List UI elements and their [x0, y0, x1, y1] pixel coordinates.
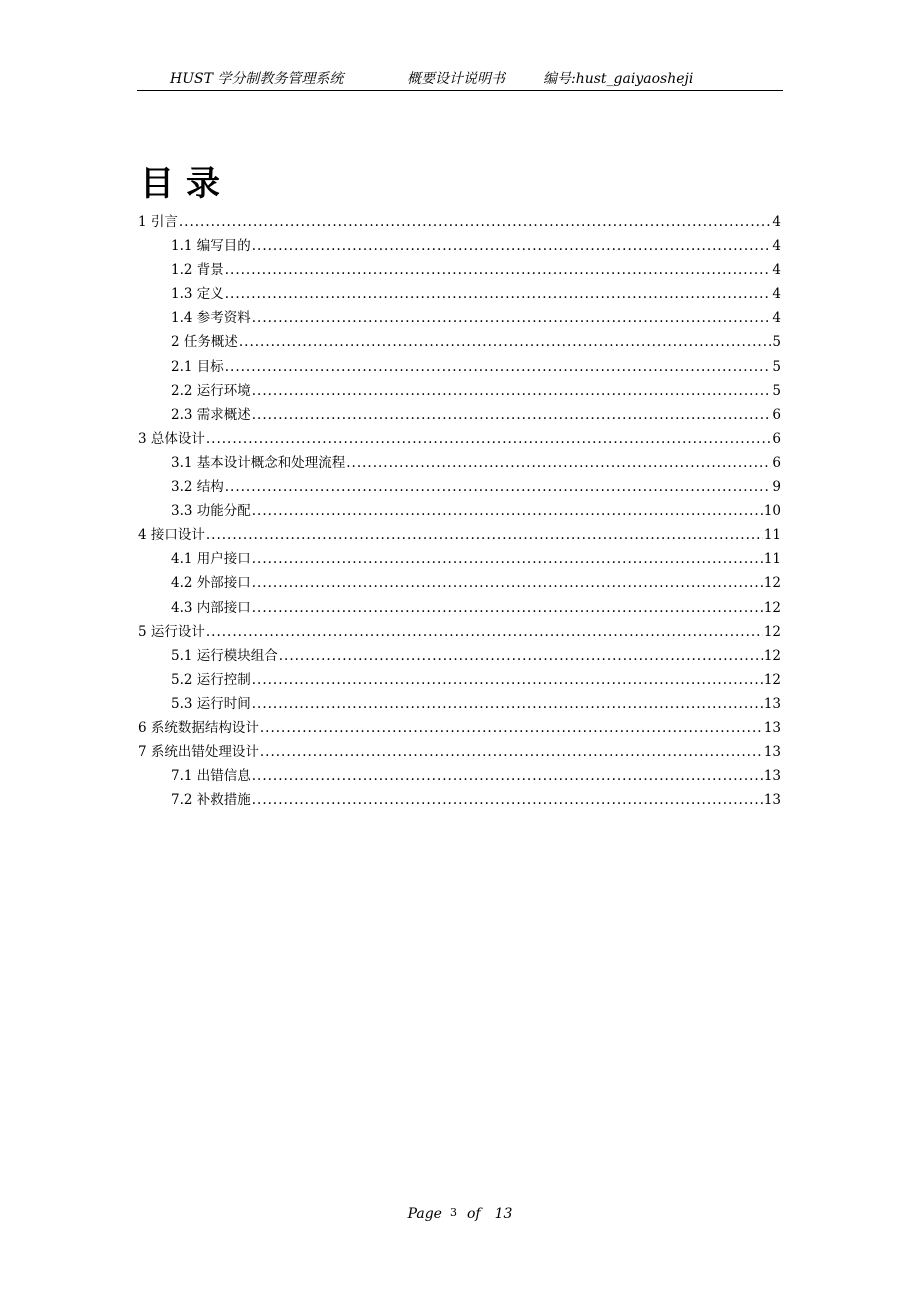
toc-entry[interactable] [138, 427, 781, 451]
toc-entry-page: 13 [763, 744, 781, 761]
toc-dot-leader [252, 575, 763, 591]
toc-dot-leader [206, 431, 772, 447]
toc-dot-leader [225, 479, 772, 495]
toc-entry-page: 13 [763, 695, 781, 712]
toc-entry-label: 1 引言 [138, 214, 178, 230]
footer-of-word: of [466, 1206, 481, 1222]
toc-entry[interactable] [138, 234, 781, 258]
toc-entry-page: 11 [763, 551, 781, 568]
toc-entry-label: 4.1 用户接口 [171, 551, 251, 568]
toc-entry-label: 7.1 出错信息 [171, 768, 251, 785]
toc-dot-leader [260, 744, 763, 760]
toc-dot-leader [252, 407, 772, 423]
toc-entry[interactable] [138, 596, 781, 620]
toc-dot-leader [179, 214, 772, 230]
toc-entry-page: 6 [772, 454, 781, 471]
toc-entry-label: 5.2 运行控制 [171, 671, 251, 688]
toc-dot-leader [206, 624, 763, 640]
toc-entry[interactable] [138, 282, 781, 306]
toc-entry[interactable] [138, 258, 781, 282]
toc-title: 目录 [140, 164, 232, 204]
toc-dot-leader [239, 334, 772, 350]
toc-entry-page: 4 [772, 214, 781, 230]
toc-dot-leader [252, 551, 763, 567]
page-footer [0, 1206, 920, 1222]
toc-entry-label: 1.4 参考资料 [171, 310, 251, 327]
toc-dot-leader [252, 768, 763, 784]
header-document-code: 编号:hust_gaiyaosheji [543, 71, 694, 87]
toc-dot-leader [225, 286, 772, 302]
toc-entry-page: 4 [772, 262, 781, 279]
toc-entry-label: 2 任务概述 [171, 334, 238, 351]
toc-dot-leader [260, 720, 763, 736]
toc-entry-page: 13 [763, 719, 781, 736]
table-of-contents [138, 210, 781, 812]
toc-entry-page: 13 [763, 792, 781, 809]
toc-entry-label: 7 系统出错处理设计 [138, 744, 259, 761]
header-system-name: HUST 学分制教务管理系统 [170, 71, 344, 87]
toc-entry[interactable] [138, 355, 781, 379]
toc-entry-page: 6 [772, 430, 781, 447]
footer-total-pages: 13 [494, 1206, 513, 1222]
toc-dot-leader [252, 600, 763, 616]
toc-dot-leader [252, 672, 763, 688]
toc-entry-label: 5.1 运行模块组合 [171, 647, 278, 664]
footer-page-word: Page [407, 1206, 442, 1222]
toc-entry-label: 4.3 内部接口 [171, 599, 251, 616]
toc-entry[interactable] [138, 644, 781, 668]
toc-dot-leader [252, 792, 763, 808]
toc-entry[interactable] [138, 451, 781, 475]
page-header [137, 64, 783, 91]
toc-entry[interactable] [138, 210, 781, 234]
toc-dot-leader [252, 383, 772, 399]
toc-entry-label: 1.3 定义 [171, 286, 224, 303]
toc-entry-label: 5.3 运行时间 [171, 695, 251, 712]
toc-entry-label: 3.1 基本设计概念和处理流程 [171, 454, 346, 471]
toc-entry[interactable] [138, 379, 781, 403]
toc-dot-leader [279, 648, 763, 664]
toc-entry-page: 12 [763, 671, 781, 688]
toc-dot-leader [346, 455, 771, 471]
toc-entry-page: 5 [772, 382, 781, 399]
toc-entry-label: 4 接口设计 [138, 527, 205, 544]
toc-dot-leader [252, 310, 772, 326]
toc-entry-page: 13 [763, 768, 781, 785]
toc-entry-page: 9 [772, 479, 781, 496]
toc-entry-page: 12 [763, 623, 781, 640]
toc-entry[interactable] [138, 740, 781, 764]
toc-entry[interactable] [138, 475, 781, 499]
toc-entry-page: 10 [763, 503, 781, 520]
toc-dot-leader [252, 503, 763, 519]
toc-dot-leader [206, 527, 763, 543]
toc-dot-leader [252, 238, 772, 254]
toc-entry-page: 12 [763, 575, 781, 592]
toc-entry-label: 3.3 功能分配 [171, 503, 251, 520]
toc-entry[interactable] [138, 620, 781, 644]
toc-entry-page: 4 [772, 238, 781, 255]
toc-entry-label: 4.2 外部接口 [171, 575, 251, 592]
toc-entry[interactable] [138, 716, 781, 740]
toc-entry-label: 3 总体设计 [138, 430, 205, 447]
toc-entry-page: 12 [763, 599, 781, 616]
toc-entry[interactable] [138, 668, 781, 692]
toc-entry-label: 2.1 目标 [171, 358, 224, 375]
toc-entry-label: 3.2 结构 [171, 479, 224, 496]
toc-entry-label: 5 运行设计 [138, 623, 205, 640]
toc-entry-page: 11 [763, 527, 781, 544]
toc-dot-leader [225, 262, 772, 278]
toc-entry[interactable] [138, 788, 781, 812]
toc-entry-label: 1.2 背景 [171, 262, 224, 279]
toc-entry[interactable] [138, 499, 781, 523]
toc-entry-label: 2.3 需求概述 [171, 406, 251, 423]
toc-entry[interactable] [138, 547, 781, 571]
toc-entry-page: 12 [763, 647, 781, 664]
header-document-name: 概要设计说明书 [407, 71, 505, 87]
toc-entry-page: 6 [772, 406, 781, 423]
toc-entry-label: 2.2 运行环境 [171, 382, 251, 399]
footer-page-number: 3 [449, 1206, 457, 1219]
toc-entry[interactable] [138, 692, 781, 716]
toc-entry-page: 4 [772, 286, 781, 303]
toc-entry-page: 4 [772, 310, 781, 327]
toc-entry-label: 6 系统数据结构设计 [138, 719, 259, 736]
toc-entry-label: 7.2 补救措施 [171, 792, 251, 809]
toc-entry-page: 5 [772, 358, 781, 375]
toc-dot-leader [225, 359, 772, 375]
toc-entry[interactable] [138, 523, 781, 547]
toc-dot-leader [252, 696, 763, 712]
toc-entry-page: 5 [772, 334, 781, 351]
toc-entry[interactable] [138, 764, 781, 788]
toc-entry[interactable] [138, 306, 781, 330]
toc-entry-label: 1.1 编写目的 [171, 238, 251, 255]
toc-entry[interactable] [138, 571, 781, 595]
toc-entry[interactable] [138, 403, 781, 427]
toc-entry[interactable] [138, 330, 781, 354]
